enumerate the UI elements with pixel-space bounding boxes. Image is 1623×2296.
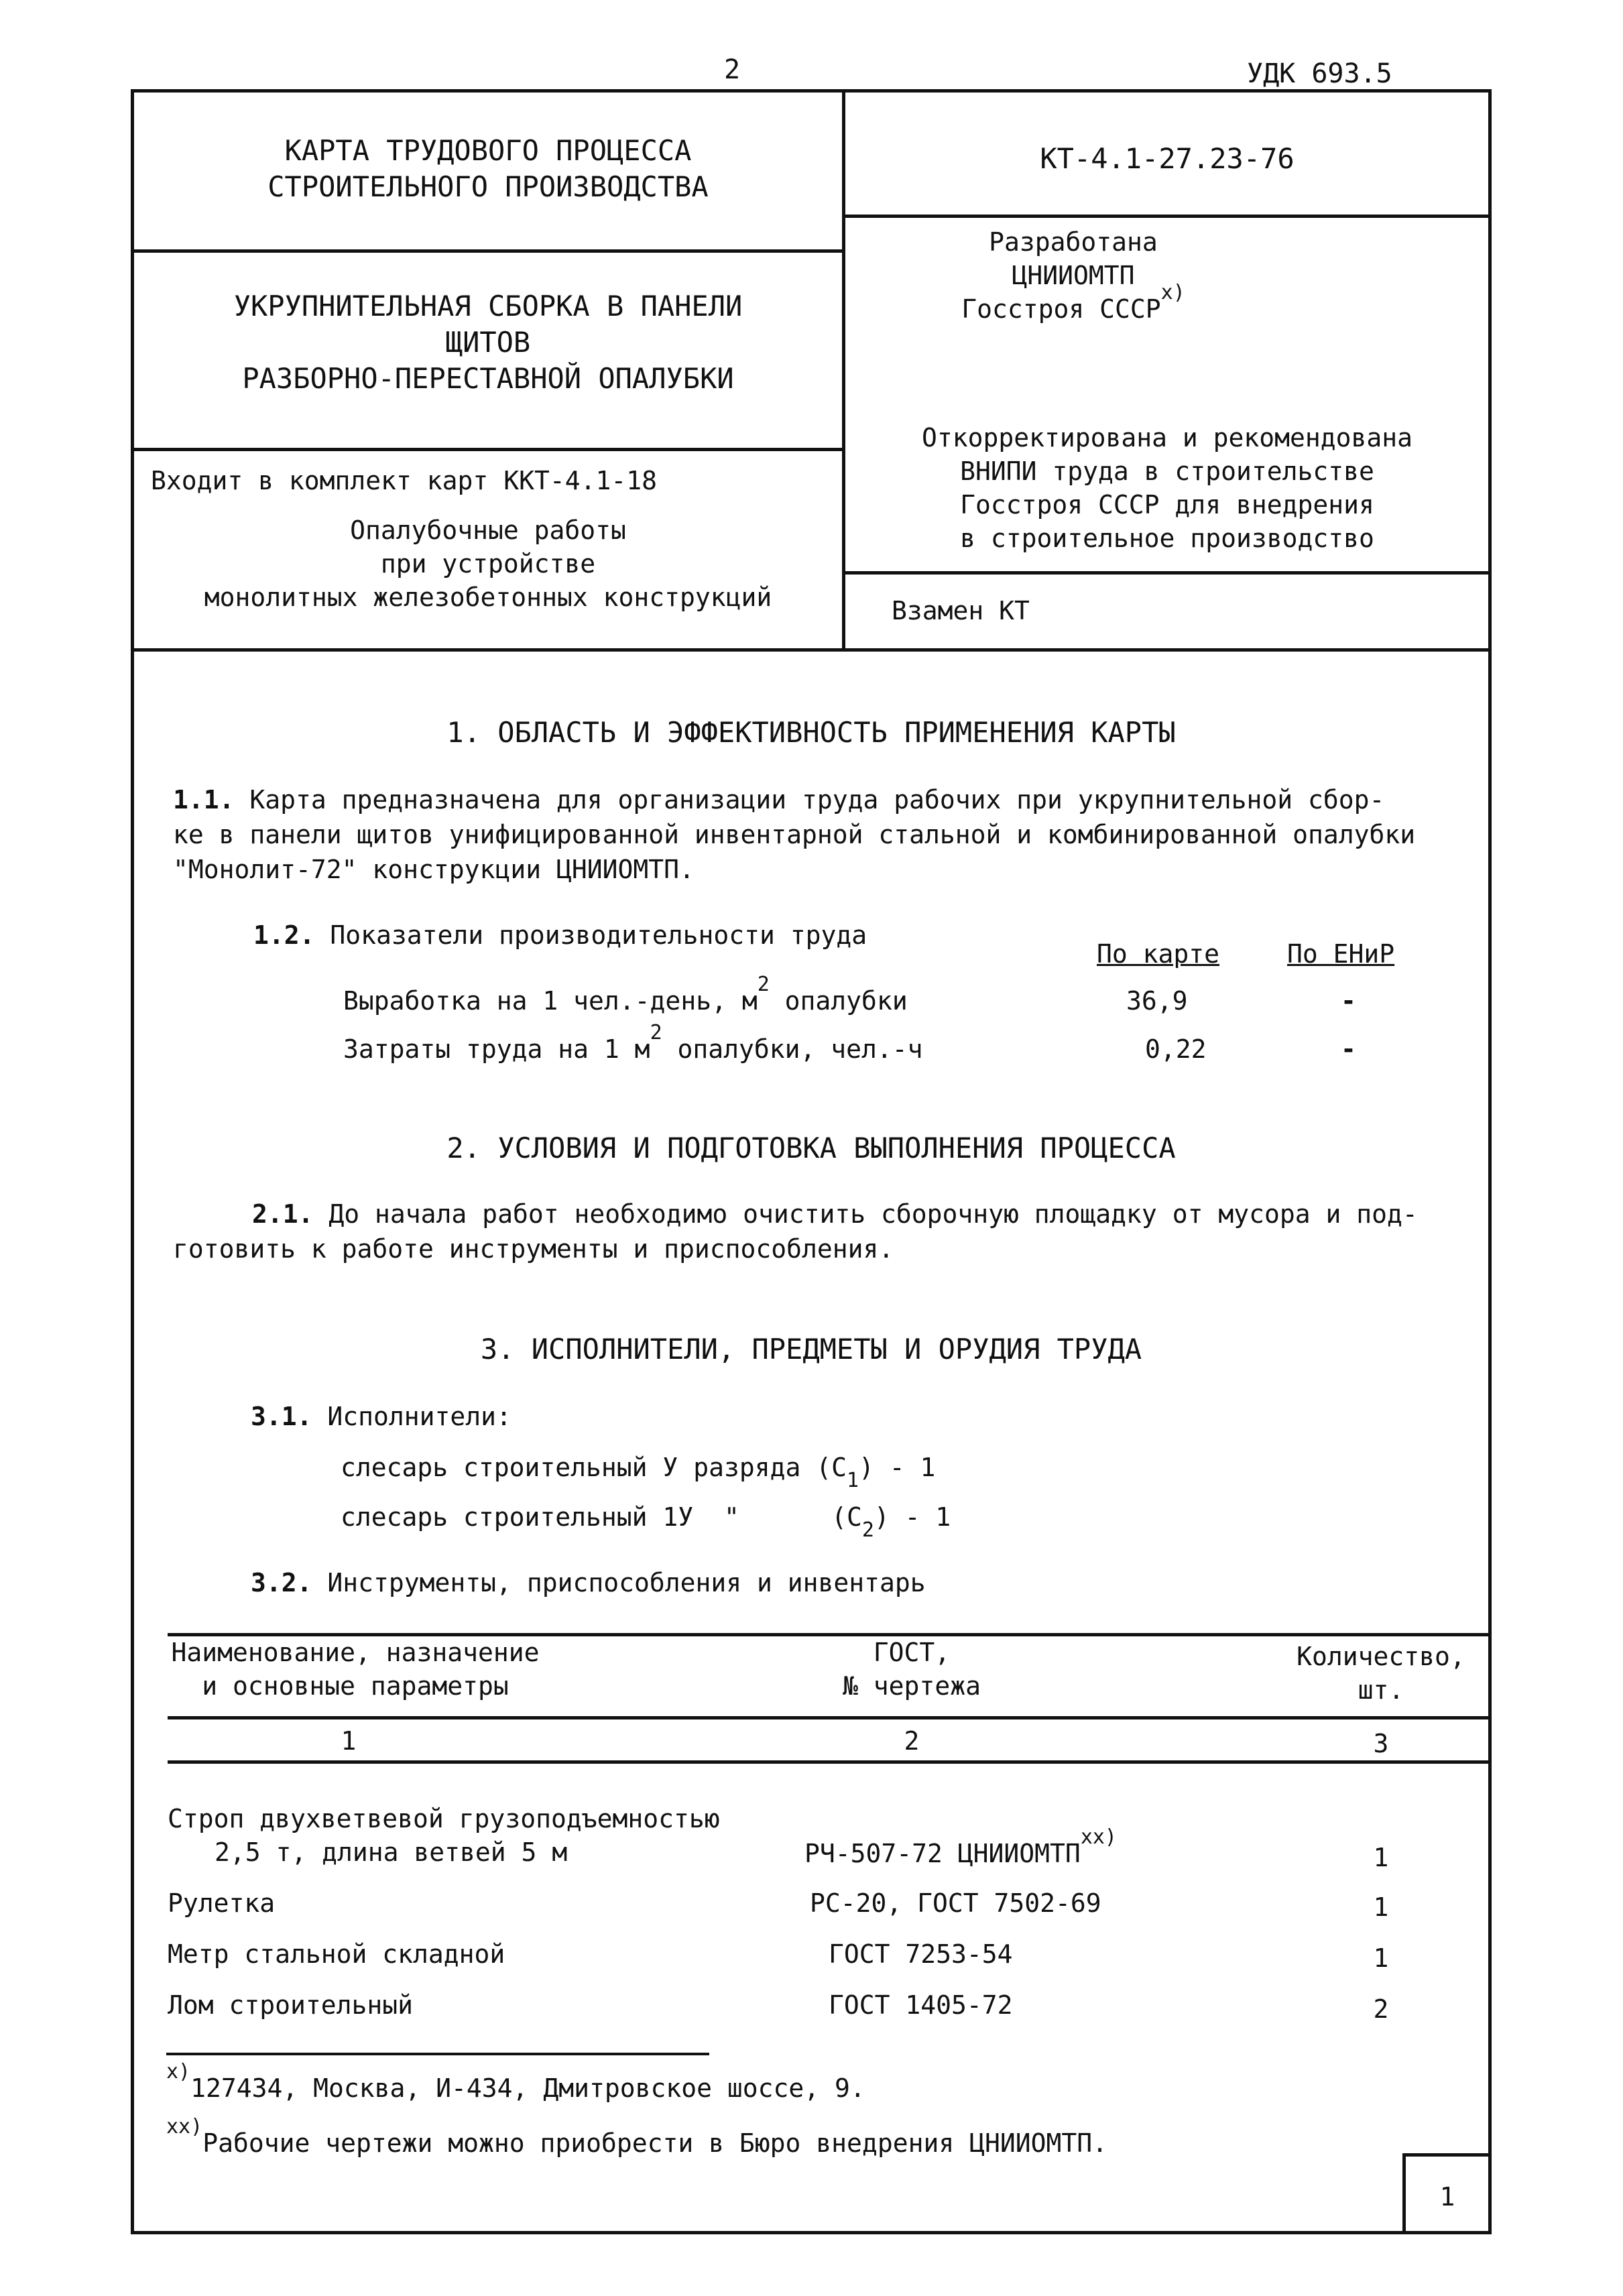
doc-subject-line1: УКРУПНИТЕЛЬНАЯ СБОРКА В ПАНЕЛИ: [233, 290, 743, 322]
tool-quantity: 1: [1373, 1843, 1389, 1872]
table-row: [168, 1802, 720, 1869]
section3-heading: 3. ИСПОЛНИТЕЛИ, ПРЕДМЕТЫ И ОРУДИЯ ТРУДА: [480, 1333, 1142, 1366]
header-name-line1: Наименование, назначение: [171, 1638, 540, 1667]
worker-1-count: ) - 1: [859, 1453, 936, 1482]
card-set-desc-line1: Опалубочные работы: [350, 516, 626, 545]
column-by-card: По карте: [1097, 939, 1220, 969]
worker-2: [341, 1500, 951, 1542]
tool-quantity: 2: [1373, 1994, 1389, 2024]
replaces-field: Взамен КТ: [892, 596, 1030, 625]
labor-label: Затраты труда на 1 м: [343, 1034, 650, 1064]
paragraph-2-1-text1: До начала работ необходимо очистить сборочную площадку от мусора и под-: [328, 1199, 1418, 1229]
doc-type-title-line2: СТРОИТЕЛЬНОГО ПРОИЗВОДСТВА: [267, 170, 709, 203]
paragraph-1-2-number: 1.2.: [253, 920, 315, 950]
worker-2-index: 2: [861, 1518, 874, 1542]
section2-heading: 2. УСЛОВИЯ И ПОДГОТОВКА ВЫПОЛНЕНИЯ ПРОЦЕССА: [446, 1132, 1176, 1164]
header-line-left-2: [131, 448, 843, 451]
header-line-bottom: [131, 648, 1492, 652]
paragraph-1-2-text: Показатели производительности труда: [330, 920, 867, 950]
frame-right-line: [1488, 89, 1492, 2234]
paragraph-1-1-text1: Карта предназначена для организации труда рабочих при укрупнительной сбор-: [249, 785, 1385, 814]
doc-code: КТ-4.1-27.23-76: [1040, 142, 1295, 175]
column-by-enir: По ЕНиР: [1287, 939, 1395, 969]
corrected-line3: Госстроя СССР для внедрения: [960, 490, 1374, 520]
header-quantity-line2: шт.: [1358, 1675, 1404, 1705]
output-label-end: опалубки: [784, 986, 908, 1016]
card-set-desc-line3: монолитных железобетонных конструкций: [204, 583, 772, 612]
tool-gost: РС-20, ГОСТ 7502-69: [810, 1888, 1101, 1918]
worker-1-index: 1: [846, 1469, 859, 1492]
header-gost-line1: ГОСТ,: [873, 1638, 951, 1667]
doc-subject-line3: РАЗБОРНО-ПЕРЕСТАВНОЙ ОПАЛУБКИ: [242, 362, 734, 395]
tool-gost: ГОСТ 1405-72: [829, 1990, 1013, 2020]
tool-name: Метр стальной складной: [168, 1939, 505, 1969]
card-set-line: Входит в комплект карт ККТ-4.1-18: [151, 466, 657, 495]
worker-2-text: слесарь строительный 1У " (С: [341, 1502, 862, 1532]
doc-type-title-line1: КАРТА ТРУДОВОГО ПРОЦЕССА: [284, 134, 692, 167]
worker-2-count: ) - 1: [874, 1502, 951, 1532]
footnote-1: [166, 2060, 865, 2108]
paragraph-1-1-line3: "Монолит-72" конструкции ЦНИИОМТП.: [173, 855, 695, 884]
worker-1-text: слесарь строительный У разряда (С: [341, 1453, 847, 1482]
developer-line3: [845, 281, 1301, 328]
developer-line3-text: Госстроя СССР: [961, 294, 1161, 324]
tool-gost: [804, 1825, 1117, 1873]
table-row: [168, 1937, 505, 1971]
tool-name: Рулетка: [168, 1888, 276, 1918]
card-set-desc-line2: при устройстве: [380, 549, 596, 579]
table-header-quantity: [1274, 1640, 1488, 1707]
paragraph-2-1-number: 2.1.: [252, 1199, 314, 1229]
table-row: [168, 1988, 413, 2022]
paragraph-3-2-text: Инструменты, приспособления и инвентарь: [327, 1568, 926, 1597]
developer-block: [845, 225, 1301, 328]
labor-by-card: 0,22: [1145, 1034, 1207, 1064]
table-row: [168, 1886, 275, 1920]
frame-top-line: [131, 89, 1492, 93]
tool-parameters: 2,5 т, длина ветвей 5 м: [215, 1837, 568, 1867]
output-by-card: 36,9: [1126, 986, 1188, 1016]
header-name-line2: и основные параметры: [202, 1671, 509, 1701]
doc-subject-line2: ЩИТОВ: [445, 326, 531, 359]
paragraph-1-2: [253, 918, 867, 952]
paragraph-3-1-text: Исполнители:: [327, 1402, 512, 1431]
paragraph-2-1-line1: [173, 1197, 1418, 1231]
frame-bottom-line: [131, 2231, 1492, 2234]
tool-gost-footnote: xx): [1080, 1825, 1117, 1849]
tool-name: Лом строительный: [168, 1990, 414, 2020]
corrected-line1: Откорректирована и рекомендована: [921, 423, 1413, 452]
footnote-2: [166, 2115, 1107, 2163]
corrected-block: [845, 421, 1489, 555]
corrected-line4: в строительное производство: [960, 524, 1374, 553]
paragraph-2-1-line2: готовить к работе инструменты и приспособления.: [173, 1234, 894, 1264]
doc-subject: [134, 288, 842, 397]
sheet-box-top-line: [1402, 2153, 1490, 2157]
column-number-2: 2: [904, 1726, 920, 1756]
table-numbers-line: [168, 1760, 1490, 1764]
column-number-3: 3: [1373, 1729, 1389, 1758]
tool-quantity: 1: [1373, 1892, 1389, 1922]
header-gost-line2: № чертежа: [843, 1671, 981, 1701]
header-line-right-2: [842, 571, 1490, 575]
footnote-separator: [166, 2053, 709, 2055]
sheet-number: 1: [1439, 2182, 1455, 2212]
column-number-1: 1: [341, 1726, 357, 1756]
output-label: Выработка на 1 чел.-день, м: [343, 986, 758, 1016]
section1-heading: 1. ОБЛАСТЬ И ЭФФЕКТИВНОСТЬ ПРИМЕНЕНИЯ КАРТЫ: [446, 716, 1176, 749]
tool-gost-text: РЧ-507-72 ЦНИИОМТП: [804, 1839, 1081, 1868]
developer-line1: Разработана: [989, 227, 1158, 257]
paragraph-1-1-line1: [173, 783, 1384, 817]
indicator-row-labor: [343, 1021, 923, 1069]
doc-type-title: [134, 133, 842, 205]
header-line-right-1: [842, 215, 1490, 218]
footnote-1-text: 127434, Москва, И-434, Дмитровское шоссе, 9.: [190, 2073, 865, 2103]
header-quantity-line1: Количество,: [1297, 1642, 1465, 1671]
footnote-2-mark: xx): [166, 2115, 203, 2138]
footnote-1-mark: x): [166, 2060, 191, 2083]
output-by-enir: -: [1341, 986, 1356, 1016]
output-unit-power: 2: [757, 973, 770, 996]
paragraph-3-2-number: 3.2.: [251, 1568, 312, 1597]
table-header-name: [168, 1636, 543, 1703]
paragraph-3-1-number: 3.1.: [251, 1402, 312, 1431]
footnote-2-text: Рабочие чертежи можно приобрести в Бюро внедрения ЦНИИОМТП.: [202, 2128, 1107, 2158]
paragraph-1-1-number: 1.1.: [173, 785, 235, 814]
labor-unit-power: 2: [650, 1021, 662, 1044]
udk-code: УДК 693.5: [1247, 58, 1392, 89]
tool-quantity: 1: [1373, 1943, 1389, 1973]
card-set-description: [134, 513, 842, 614]
tool-name: Строп двухветвевой грузоподъемностью: [168, 1804, 720, 1833]
table-header-gost: [791, 1636, 1032, 1703]
table-header-line: [168, 1716, 1490, 1719]
footnote-mark: x): [1160, 281, 1185, 304]
paragraph-1-1-line2: ке в панели щитов унифицированной инвентарной стальной и комбинированной опалубки: [173, 820, 1416, 849]
page-number: 2: [724, 54, 741, 85]
worker-1: [341, 1451, 936, 1492]
tool-gost: ГОСТ 7253-54: [829, 1939, 1013, 1969]
corrected-line2: ВНИПИ труда в строительстве: [960, 457, 1374, 486]
labor-label-end: опалубки, чел.-ч: [677, 1034, 923, 1064]
developer-line2: ЦНИИОМТП: [1012, 261, 1135, 290]
header-line-left-1: [131, 249, 843, 253]
indicator-row-output: [343, 973, 908, 1020]
labor-by-enir: -: [1341, 1034, 1356, 1064]
sheet-box-left-line: [1402, 2153, 1406, 2234]
paragraph-3-2: [251, 1566, 926, 1599]
paragraph-3-1: [251, 1400, 512, 1433]
